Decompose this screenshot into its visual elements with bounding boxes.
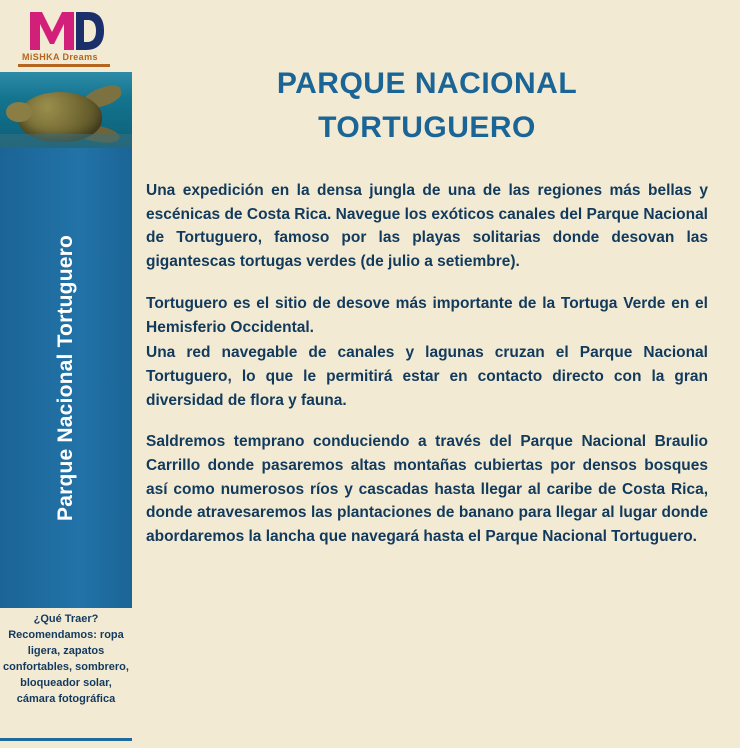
sea-turtle-photo <box>0 72 132 148</box>
logo-underline <box>18 64 110 67</box>
logo-caption: MiSHKA Dreams <box>22 52 98 62</box>
page-title-line-1: PARQUE NACIONAL <box>276 67 578 100</box>
page-title <box>146 62 726 149</box>
body-copy <box>146 179 726 549</box>
logo-block <box>0 0 132 72</box>
paragraph-4: Saldremos temprano conduciendo a través del Parque Nacional Braulio Carrillo donde pasaremos altas montañas cubiertas por densos bosques así como numerosos ríos y cascadas hasta llegar al caribe de Costa Rica, donde atravesaremos las plantaciones de banano para llegar al lugar donde abordaremos la lancha que navegará hasta el Parque Nacional Tortuguero. <box>146 433 708 546</box>
turtle-head-icon <box>6 102 32 122</box>
sidebar-bottom-rule <box>0 738 132 741</box>
paragraph-2: Tortuguero es el sitio de desove más importante de la Tortuga Verde en el Hemisferio Occidental. <box>146 294 708 336</box>
mishka-dreams-logo-icon <box>22 6 106 54</box>
packing-tips: ¿Qué Traer? Recomendamos: ropa ligera, zapatos confortables, sombrero, bloqueador solar, cámara fotográfica <box>3 613 129 705</box>
page-title-line-2: TORTUGUERO <box>318 110 536 144</box>
main-content <box>146 0 726 748</box>
photo-foreground <box>0 134 132 148</box>
paragraph-3: Una red navegable de canales y lagunas cruzan el Parque Nacional Tortuguero, lo que le permitirá estar en contacto directo con la gran diversidad de flora y fauna. <box>146 344 708 409</box>
sidebar-vertical-title-text: Parque Nacional Tortuguero <box>54 234 78 522</box>
sidebar <box>0 0 132 748</box>
sidebar-vertical-title <box>0 148 132 608</box>
paragraph-1: Una expedición en la densa jungla de una de las regiones más bellas y escénicas de Costa Rica. Navegue los exóticos canales del Parque Nacional de Tortuguero, famoso por las playas solitarias donde desovan las gigantescas tortugas verdes (de julio a setiembre). <box>146 182 708 271</box>
